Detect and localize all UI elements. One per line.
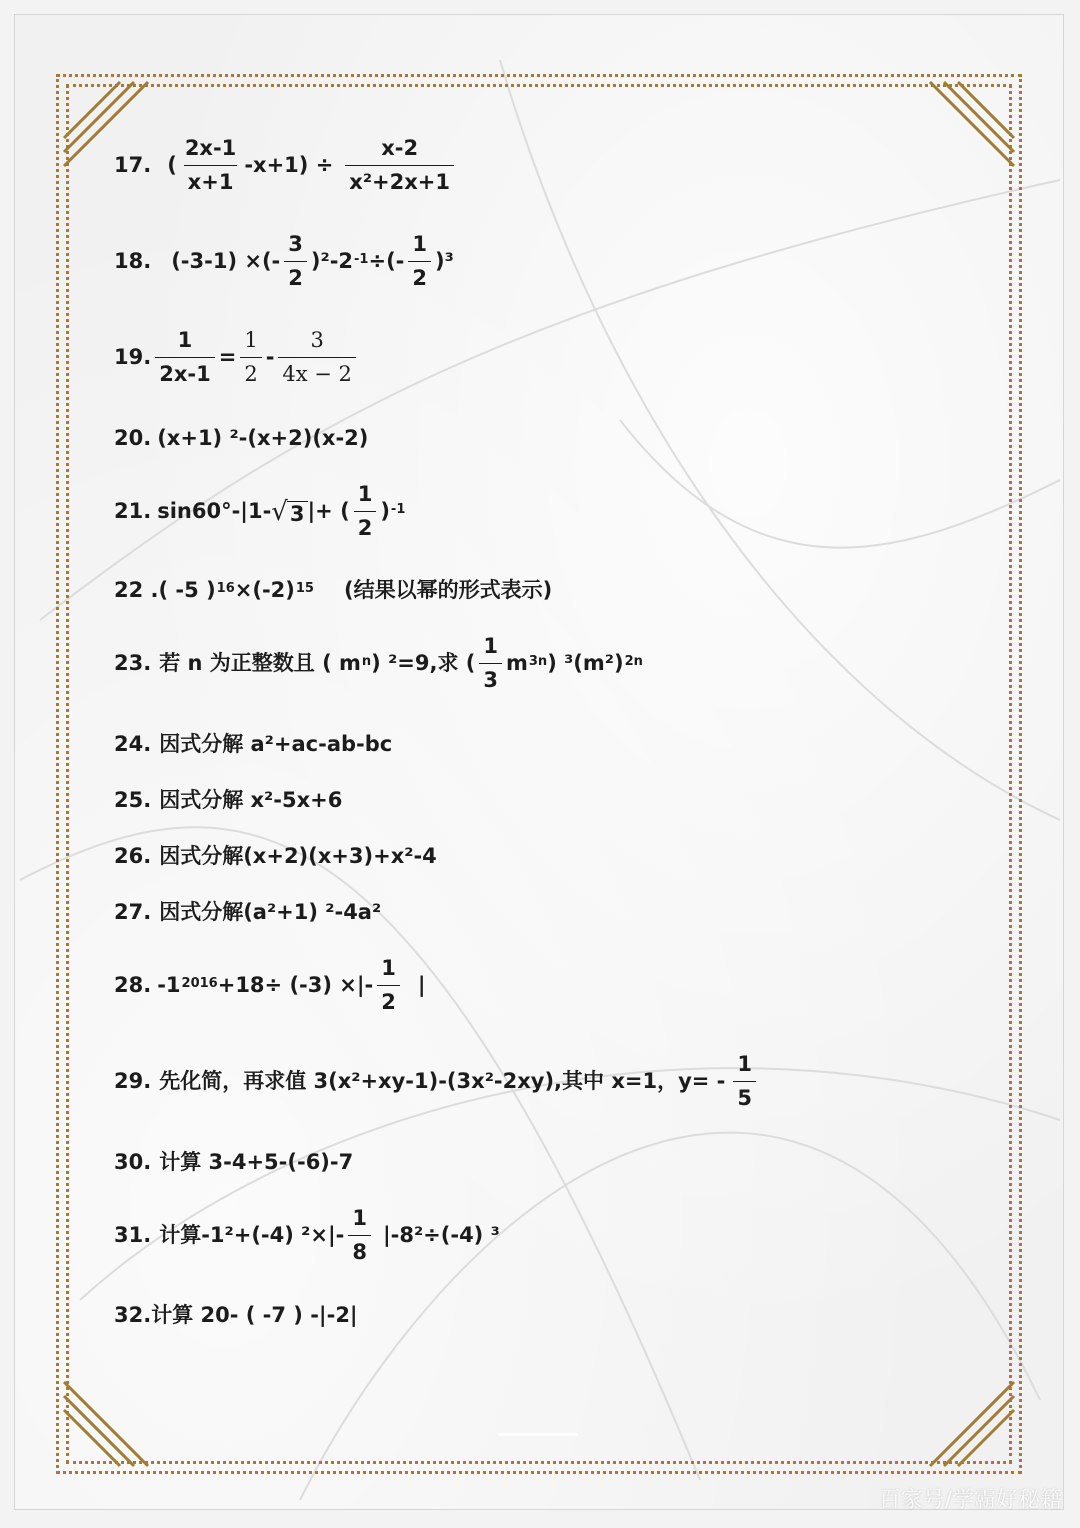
fraction <box>377 958 400 1013</box>
numerator: 3 <box>288 232 303 256</box>
paren: ( <box>167 153 177 177</box>
expression-text: ( -5 ) <box>158 578 216 602</box>
numerator: 1 <box>177 328 193 352</box>
corner-ornament-bottom-left <box>60 1380 150 1470</box>
denominator: 2 <box>354 511 377 539</box>
numerator: 2x-1 <box>184 136 237 160</box>
question-number: 21. <box>114 499 152 523</box>
expression-text: +18÷ (-3) ×|- <box>217 973 374 997</box>
denominator: 2 <box>377 985 400 1013</box>
numerator: 1 <box>483 634 498 658</box>
question-number: 25. <box>114 788 152 812</box>
equals-sign: = <box>218 345 237 369</box>
exponent: -1 <box>354 252 369 267</box>
expression-text: 因式分解(x+2)(x+3)+x²-4 <box>159 844 437 868</box>
question-number: 28. <box>114 973 152 997</box>
exponent: -1 <box>390 502 406 517</box>
question-32 <box>114 1305 358 1326</box>
numerator: x-2 <box>381 136 419 160</box>
expression-text: ×(-2) <box>234 578 295 602</box>
question-number: 26. <box>114 844 152 868</box>
denominator: 5 <box>733 1081 756 1109</box>
question-26 <box>114 846 437 867</box>
expression-text: sin60°-|1- <box>157 499 272 523</box>
exponent: 3n <box>528 654 548 669</box>
question-21 <box>114 484 405 539</box>
denominator: 2 <box>240 357 261 385</box>
scroll-indicator[interactable] <box>498 1433 578 1436</box>
numerator: 1 <box>244 328 258 352</box>
question-number: 27. <box>114 900 152 924</box>
square-root <box>271 496 307 527</box>
numerator: 1 <box>381 956 396 980</box>
question-28 <box>114 958 426 1013</box>
expression-text: 因式分解 a²+ac-ab-bc <box>159 732 393 756</box>
exponent: 16 <box>216 581 235 596</box>
question-number: 30. <box>114 1150 152 1174</box>
denominator: x+1 <box>184 165 238 193</box>
expression-text: 若 n 为正整数且 ( m <box>159 651 361 675</box>
minus-sign: - <box>265 345 275 369</box>
expression-text: 计算 20- ( -7 ) -|-2| <box>151 1303 358 1327</box>
expression-text: -1 <box>157 973 181 997</box>
fraction <box>278 330 356 385</box>
question-number: 19. <box>114 345 152 369</box>
corner-ornament-top-right <box>928 78 1018 168</box>
question-24 <box>114 734 392 755</box>
expression-text: 计算-1²+(-4) ²×|- <box>159 1223 345 1247</box>
instruction-note: (结果以幂的形式表示) <box>343 578 553 602</box>
fraction <box>479 636 502 691</box>
question-19 <box>114 330 360 385</box>
expression-text: ) ³(m²) <box>547 651 624 675</box>
question-27 <box>114 902 381 923</box>
expression-text: 计算 3-4+5-(-6)-7 <box>159 1150 354 1174</box>
expression-text: |+ ( <box>307 499 350 523</box>
fraction <box>155 330 215 385</box>
denominator: x²+2x+1 <box>345 165 454 193</box>
question-31 <box>114 1208 500 1263</box>
question-25 <box>114 790 342 811</box>
question-29 <box>114 1054 760 1109</box>
question-number: 18. <box>114 249 152 273</box>
expression-text: 因式分解 x²-5x+6 <box>159 788 343 812</box>
expression-text: ) ²=9,求 ( <box>371 651 476 675</box>
denominator: 8 <box>348 1235 371 1263</box>
expression-text: )³ <box>435 249 454 273</box>
radical-sign: √ <box>271 496 288 527</box>
fraction <box>733 1054 756 1109</box>
denominator: 2x-1 <box>155 357 215 385</box>
denominator: 2 <box>408 261 431 289</box>
expression-text: |-8²÷(-4) ³ <box>382 1223 500 1247</box>
question-number: 24. <box>114 732 152 756</box>
expression-text: | <box>417 973 426 997</box>
expression-text: -x+1) ÷ <box>244 153 334 177</box>
fraction <box>181 138 241 193</box>
fraction <box>408 234 431 289</box>
exponent: n <box>361 654 372 669</box>
exponent: 15 <box>295 581 314 596</box>
question-23 <box>114 636 643 691</box>
fraction <box>240 330 261 385</box>
expression-text: (-3-1) ×(- <box>171 249 281 273</box>
expression-text: ) <box>380 499 390 523</box>
expression-text: 因式分解(a²+1) ²-4a² <box>159 900 382 924</box>
question-number: 32. <box>114 1303 152 1327</box>
corner-ornament-bottom-right <box>928 1380 1018 1470</box>
question-20 <box>114 428 368 449</box>
fraction <box>348 1208 371 1263</box>
question-18 <box>114 234 454 289</box>
numerator: 1 <box>352 1206 367 1230</box>
question-number: 20. <box>114 426 152 450</box>
question-number: 22 . <box>114 578 159 602</box>
numerator: 1 <box>737 1052 753 1076</box>
expression-text: (x+1) ²-(x+2)(x-2) <box>157 426 369 450</box>
radicand: 3 <box>287 501 308 525</box>
question-number: 17. <box>114 153 152 177</box>
fraction <box>284 234 307 289</box>
expression-text: ÷(- <box>368 249 405 273</box>
exponent: 2n <box>624 654 643 669</box>
fraction <box>354 484 377 539</box>
denominator: 3 <box>479 663 502 691</box>
watermark: 百家号/学霸好秘籍 <box>878 1488 1062 1513</box>
question-17 <box>114 138 458 193</box>
expression-text: m <box>505 651 528 675</box>
denominator: 2 <box>284 261 307 289</box>
question-number: 29. <box>114 1069 152 1093</box>
denominator: 4x − 2 <box>278 357 356 385</box>
question-22 <box>114 580 552 601</box>
expression-text: )²-2 <box>310 249 354 273</box>
fraction <box>345 138 454 193</box>
question-30 <box>114 1152 353 1173</box>
question-number: 31. <box>114 1223 152 1247</box>
numerator: 1 <box>412 232 428 256</box>
question-number: 23. <box>114 651 152 675</box>
numerator: 1 <box>357 482 373 506</box>
exponent: 2016 <box>181 976 218 991</box>
expression-text: 先化简，再求值 3(x²+xy-1)-(3x²-2xy),其中 x=1，y= - <box>159 1069 726 1093</box>
numerator: 3 <box>310 328 324 352</box>
